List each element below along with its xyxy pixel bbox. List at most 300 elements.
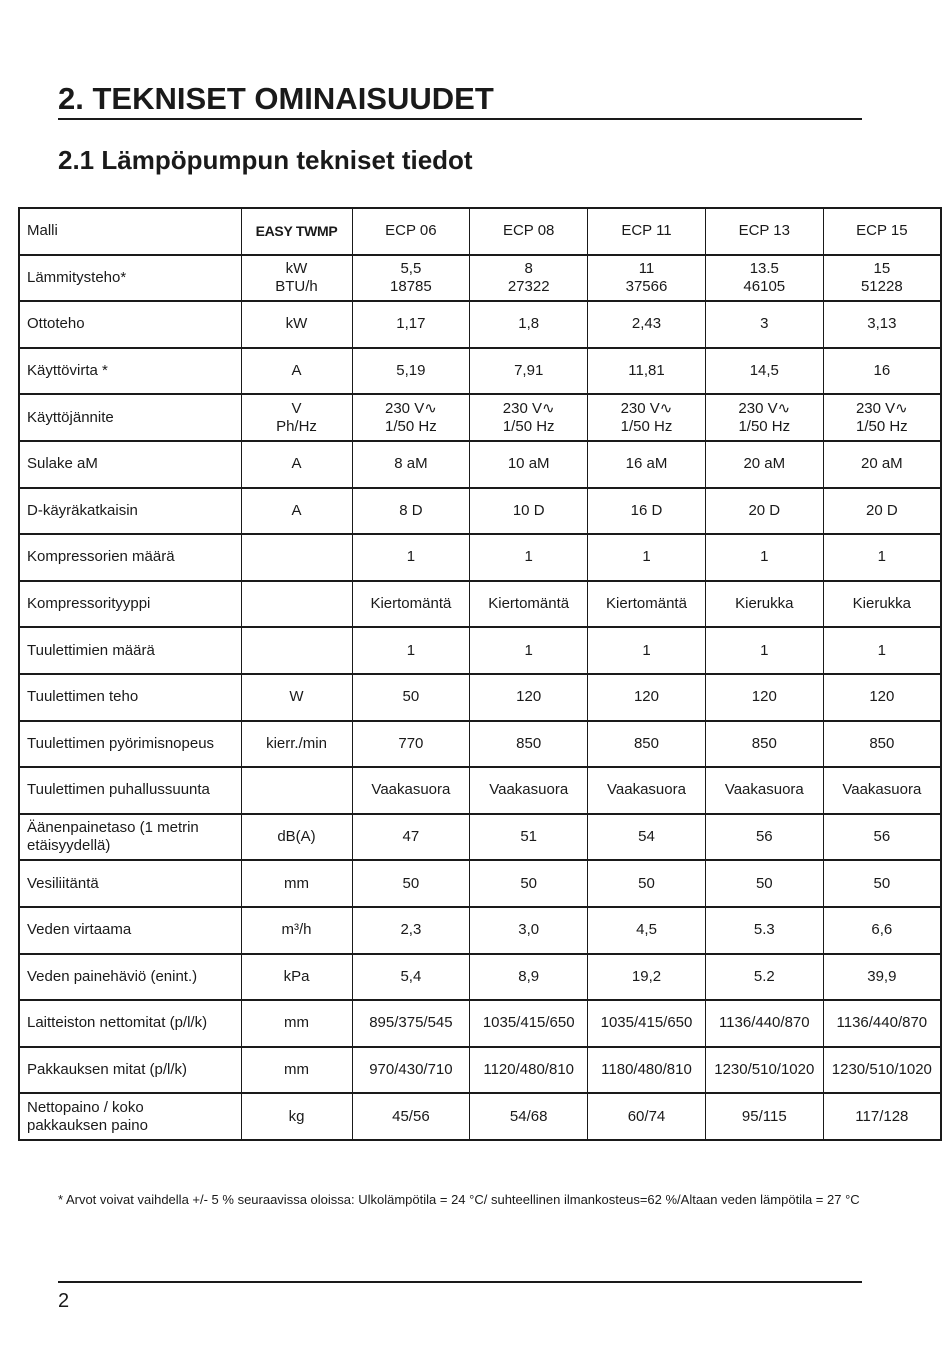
value-cell bbox=[588, 394, 706, 441]
value-cell bbox=[588, 767, 706, 814]
value-cell-line: 1230/510/1020 bbox=[714, 1060, 815, 1078]
value-cell bbox=[823, 394, 941, 441]
row-label-cell bbox=[19, 674, 241, 721]
unit-cell bbox=[241, 767, 352, 814]
table-row bbox=[19, 767, 941, 814]
value-cell-line: 120 bbox=[633, 688, 659, 706]
unit-cell-line: Ph/Hz bbox=[276, 417, 317, 435]
value-cell-line: 850 bbox=[633, 734, 659, 752]
row-label-cell-line: Tuulettimen puhallussuunta bbox=[27, 781, 210, 799]
row-label-cell bbox=[19, 488, 241, 535]
value-cell bbox=[352, 348, 470, 395]
table-row bbox=[19, 301, 941, 348]
value-cell-line: 770 bbox=[398, 734, 424, 752]
row-label-cell bbox=[19, 534, 241, 581]
table-row bbox=[19, 907, 941, 954]
value-cell-line: 1136/440/870 bbox=[718, 1014, 810, 1032]
value-cell bbox=[352, 860, 470, 907]
value-cell bbox=[352, 814, 470, 861]
value-cell-line: 45/56 bbox=[392, 1107, 430, 1125]
value-cell bbox=[470, 674, 588, 721]
row-label-cell bbox=[19, 348, 241, 395]
value-cell-line: Kiertomäntä bbox=[488, 595, 570, 613]
value-cell-line: 1 bbox=[760, 641, 769, 659]
value-cell-line: Vaakasuora bbox=[607, 781, 686, 799]
table-row bbox=[19, 954, 941, 1001]
value-cell-line: 3,13 bbox=[867, 315, 897, 333]
value-cell-line: 230 V∿ bbox=[385, 399, 437, 417]
unit-cell bbox=[241, 1000, 352, 1047]
value-cell bbox=[705, 301, 823, 348]
value-cell bbox=[823, 674, 941, 721]
value-cell-line: 50 bbox=[755, 874, 773, 892]
value-cell bbox=[352, 627, 470, 674]
value-cell bbox=[823, 1000, 941, 1047]
value-cell-line: 50 bbox=[402, 874, 420, 892]
model-cell: ECP 15 bbox=[823, 208, 941, 255]
value-cell bbox=[352, 954, 470, 1001]
value-cell-line: 1/50 Hz bbox=[385, 417, 437, 435]
value-cell-line: 117/128 bbox=[855, 1107, 909, 1125]
table-row bbox=[19, 488, 941, 535]
value-cell-line: 230 V∿ bbox=[738, 399, 791, 417]
footnote: * Arvot voivat vaihdella +/- 5 % seuraavissa oloissa: Ulkolämpötila = 24 °C/ suhteellinen ilmankosteus=62 %/Altaan veden lämpötila = 27 °C bbox=[58, 1192, 860, 1207]
value-cell-line: 54 bbox=[638, 828, 655, 846]
value-cell bbox=[352, 394, 470, 441]
unit-cell bbox=[241, 581, 352, 628]
value-cell-line: 18785 bbox=[390, 277, 432, 295]
value-cell bbox=[470, 441, 588, 488]
value-cell bbox=[588, 954, 706, 1001]
table-row bbox=[19, 255, 941, 302]
brand-cell: EASY TWMP bbox=[241, 208, 352, 255]
unit-cell-line: mm bbox=[284, 1060, 309, 1078]
footer-divider bbox=[58, 1281, 862, 1283]
value-cell bbox=[588, 860, 706, 907]
row-label-cell-line: Tuulettimen teho bbox=[27, 688, 139, 706]
row-label-cell-line: Käyttövirta * bbox=[27, 362, 108, 380]
technical-specs-table bbox=[18, 207, 942, 1141]
table-row bbox=[19, 441, 941, 488]
table-row bbox=[19, 394, 941, 441]
unit-cell-line: mm bbox=[284, 1014, 309, 1032]
table-row bbox=[19, 721, 941, 768]
model-cell: ECP 13 bbox=[705, 208, 823, 255]
value-cell-line: 20 aM bbox=[743, 455, 786, 473]
value-cell-line: 27322 bbox=[507, 277, 550, 295]
value-cell bbox=[470, 907, 588, 954]
value-cell bbox=[823, 488, 941, 535]
value-cell bbox=[352, 255, 470, 302]
page-number: 2 bbox=[58, 1290, 70, 1312]
value-cell-line: 1/50 Hz bbox=[502, 417, 555, 435]
value-cell-line: Kierukka bbox=[852, 595, 912, 613]
row-label-cell bbox=[19, 301, 241, 348]
value-cell bbox=[352, 1000, 470, 1047]
value-cell-line: 51 bbox=[520, 828, 538, 846]
value-cell bbox=[470, 814, 588, 861]
value-cell-line: 50 bbox=[873, 874, 891, 892]
value-cell bbox=[823, 348, 941, 395]
value-cell bbox=[705, 1047, 823, 1094]
row-label-cell-line: Lämmitysteho* bbox=[27, 268, 127, 286]
value-cell-line: 230 V∿ bbox=[502, 399, 555, 417]
unit-cell bbox=[241, 627, 352, 674]
value-cell bbox=[470, 581, 588, 628]
unit-cell-line: W bbox=[289, 688, 304, 706]
row-label-cell bbox=[19, 255, 241, 302]
unit-cell-line: A bbox=[291, 501, 302, 519]
row-label-cell-line: etäisyydellä) bbox=[27, 837, 111, 855]
value-cell bbox=[823, 954, 941, 1001]
value-cell-line: 51228 bbox=[860, 277, 903, 295]
row-label-cell-line: Veden virtaama bbox=[27, 921, 132, 939]
value-cell bbox=[823, 301, 941, 348]
value-cell-line: 37566 bbox=[625, 277, 668, 295]
value-cell-line: Kiertomäntä bbox=[370, 595, 452, 613]
value-cell-line: 46105 bbox=[743, 277, 786, 295]
value-cell-line: 970/430/710 bbox=[369, 1060, 453, 1078]
value-cell bbox=[823, 1047, 941, 1094]
value-cell-line: 20 aM bbox=[860, 455, 903, 473]
value-cell bbox=[470, 1000, 588, 1047]
value-cell-line: Vaakasuora bbox=[489, 781, 569, 799]
value-cell bbox=[823, 441, 941, 488]
unit-cell-line: kW bbox=[285, 315, 308, 333]
table-row bbox=[19, 534, 941, 581]
value-cell-line: 7,91 bbox=[514, 362, 544, 380]
value-cell-line: 11,81 bbox=[628, 362, 665, 380]
value-cell bbox=[588, 348, 706, 395]
header-label-cell: Malli bbox=[19, 208, 241, 255]
value-cell bbox=[352, 767, 470, 814]
unit-cell bbox=[241, 907, 352, 954]
value-cell-line: 1136/440/870 bbox=[836, 1014, 928, 1032]
value-cell bbox=[470, 1047, 588, 1094]
value-cell bbox=[588, 534, 706, 581]
value-cell bbox=[823, 1093, 941, 1140]
value-cell-line: 20 D bbox=[865, 501, 898, 519]
value-cell bbox=[352, 1093, 470, 1140]
value-cell-line: 2,3 bbox=[400, 921, 422, 939]
table-row bbox=[19, 674, 941, 721]
row-label-cell-line: Pakkauksen mitat (p/l/k) bbox=[27, 1060, 188, 1078]
value-cell bbox=[823, 534, 941, 581]
value-cell-line: 850 bbox=[516, 734, 542, 752]
value-cell-line: 47 bbox=[402, 828, 420, 846]
value-cell-line: 16 aM bbox=[625, 455, 668, 473]
value-cell-line: 10 D bbox=[512, 501, 545, 519]
value-cell bbox=[588, 1093, 706, 1140]
unit-cell bbox=[241, 860, 352, 907]
value-cell-line: 16 bbox=[873, 362, 891, 380]
unit-cell-line: A bbox=[291, 362, 302, 380]
section-heading: 2.1 Lämpöpumpun tekniset tiedot bbox=[58, 145, 473, 175]
row-label-cell bbox=[19, 1093, 241, 1140]
value-cell-line: 1/50 Hz bbox=[620, 417, 673, 435]
value-cell-line: 11 bbox=[638, 259, 655, 277]
value-cell-line: 14,5 bbox=[749, 362, 779, 380]
value-cell bbox=[705, 674, 823, 721]
value-cell-line: 56 bbox=[873, 828, 891, 846]
value-cell-line: Vaakasuora bbox=[842, 781, 922, 799]
value-cell bbox=[705, 954, 823, 1001]
row-label-cell bbox=[19, 441, 241, 488]
value-cell-line: 850 bbox=[751, 734, 777, 752]
value-cell bbox=[352, 721, 470, 768]
value-cell-line: 120 bbox=[751, 688, 777, 706]
value-cell-line: 50 bbox=[520, 874, 538, 892]
value-cell bbox=[588, 1000, 706, 1047]
value-cell bbox=[705, 627, 823, 674]
value-cell bbox=[705, 721, 823, 768]
unit-cell-line: kg bbox=[288, 1107, 305, 1125]
model-cell: ECP 08 bbox=[470, 208, 588, 255]
value-cell bbox=[588, 907, 706, 954]
row-label-cell-line: Laitteiston nettomitat (p/l/k) bbox=[27, 1014, 208, 1032]
value-cell-line: 2,43 bbox=[631, 315, 662, 333]
value-cell-line: 1 bbox=[524, 641, 533, 659]
row-label-cell-line: Tuulettimien määrä bbox=[27, 641, 155, 659]
value-cell-line: 1/50 Hz bbox=[738, 417, 791, 435]
value-cell bbox=[470, 534, 588, 581]
row-label-cell-line: Käyttöjännite bbox=[27, 408, 114, 426]
row-label-cell bbox=[19, 814, 241, 861]
value-cell-line: 1 bbox=[877, 548, 886, 566]
value-cell-line: 95/115 bbox=[741, 1107, 787, 1125]
value-cell-line: 1 bbox=[406, 548, 416, 566]
unit-cell bbox=[241, 721, 352, 768]
value-cell-line: 13.5 bbox=[749, 259, 779, 277]
value-cell bbox=[705, 441, 823, 488]
value-cell-line: 56 bbox=[755, 828, 773, 846]
value-cell bbox=[352, 581, 470, 628]
value-cell-line: 3,0 bbox=[518, 921, 540, 939]
value-cell-line: 20 D bbox=[748, 501, 781, 519]
value-cell-line: 850 bbox=[869, 734, 895, 752]
value-cell-line: 50 bbox=[638, 874, 655, 892]
value-cell bbox=[823, 860, 941, 907]
page-heading: 2. TEKNISET OMINAISUUDET bbox=[58, 80, 862, 120]
value-cell-line: 5,5 bbox=[400, 259, 422, 277]
value-cell-line: 895/375/545 bbox=[369, 1014, 453, 1032]
row-label-cell-line: Sulake aM bbox=[27, 455, 98, 473]
unit-cell bbox=[241, 255, 352, 302]
row-label-cell bbox=[19, 1047, 241, 1094]
value-cell bbox=[705, 348, 823, 395]
table-row bbox=[19, 348, 941, 395]
value-cell-line: 1 bbox=[524, 548, 533, 566]
value-cell bbox=[352, 534, 470, 581]
row-label-cell bbox=[19, 767, 241, 814]
unit-cell-line: BTU/h bbox=[275, 277, 318, 295]
row-label-cell-line: pakkauksen paino bbox=[27, 1116, 148, 1134]
value-cell bbox=[823, 721, 941, 768]
value-cell bbox=[588, 441, 706, 488]
row-label-cell bbox=[19, 581, 241, 628]
value-cell-line: 50 bbox=[402, 688, 420, 706]
value-cell bbox=[588, 814, 706, 861]
value-cell-line: 10 aM bbox=[507, 455, 550, 473]
value-cell bbox=[470, 1093, 588, 1140]
value-cell-line: 1 bbox=[642, 641, 651, 659]
value-cell-line: 60/74 bbox=[627, 1107, 666, 1125]
value-cell bbox=[705, 488, 823, 535]
unit-cell-line: V bbox=[291, 399, 302, 417]
value-cell bbox=[705, 1000, 823, 1047]
value-cell bbox=[470, 954, 588, 1001]
value-cell bbox=[588, 301, 706, 348]
value-cell bbox=[705, 814, 823, 861]
value-cell-line: 1180/480/810 bbox=[601, 1060, 692, 1078]
row-label-cell-line: Kompressorien määrä bbox=[27, 548, 175, 566]
value-cell bbox=[352, 907, 470, 954]
row-label-cell bbox=[19, 394, 241, 441]
value-cell-line: 5.2 bbox=[753, 967, 775, 985]
value-cell bbox=[470, 767, 588, 814]
value-cell bbox=[470, 488, 588, 535]
value-cell-line: 1 bbox=[642, 548, 651, 566]
value-cell bbox=[352, 441, 470, 488]
row-label-cell-line: Nettopaino / koko bbox=[27, 1098, 144, 1116]
row-label-cell bbox=[19, 860, 241, 907]
row-label-cell-line: Tuulettimen pyörimisnopeus bbox=[27, 734, 215, 752]
value-cell bbox=[705, 1093, 823, 1140]
value-cell-line: Kierukka bbox=[735, 595, 794, 613]
value-cell-line: 16 D bbox=[630, 501, 663, 519]
unit-cell bbox=[241, 814, 352, 861]
table-header-row bbox=[19, 208, 941, 255]
value-cell-line: 1230/510/1020 bbox=[831, 1060, 932, 1078]
row-label-cell bbox=[19, 907, 241, 954]
value-cell bbox=[588, 627, 706, 674]
table-row bbox=[19, 860, 941, 907]
value-cell-line: 1035/415/650 bbox=[482, 1014, 575, 1032]
value-cell-line: 4,5 bbox=[636, 921, 657, 939]
row-label-cell bbox=[19, 627, 241, 674]
row-label-cell bbox=[19, 721, 241, 768]
value-cell-line: 1 bbox=[406, 641, 416, 659]
unit-cell bbox=[241, 954, 352, 1001]
table-row bbox=[19, 627, 941, 674]
unit-cell-line: A bbox=[291, 455, 302, 473]
value-cell bbox=[588, 721, 706, 768]
value-cell-line: 230 V∿ bbox=[855, 399, 908, 417]
unit-cell bbox=[241, 534, 352, 581]
row-label-cell-line: Vesiliitäntä bbox=[27, 874, 99, 892]
value-cell bbox=[588, 255, 706, 302]
unit-cell bbox=[241, 488, 352, 535]
value-cell-line: 120 bbox=[869, 688, 895, 706]
value-cell bbox=[588, 581, 706, 628]
table-row bbox=[19, 581, 941, 628]
value-cell bbox=[823, 255, 941, 302]
value-cell bbox=[470, 255, 588, 302]
value-cell bbox=[705, 534, 823, 581]
value-cell bbox=[352, 301, 470, 348]
unit-cell bbox=[241, 348, 352, 395]
unit-cell bbox=[241, 1093, 352, 1140]
value-cell bbox=[705, 255, 823, 302]
value-cell-line: 15 bbox=[873, 259, 891, 277]
row-label-cell-line: D-käyräkatkaisin bbox=[27, 501, 138, 519]
table-row bbox=[19, 1093, 941, 1140]
value-cell-line: 8 aM bbox=[394, 455, 428, 473]
value-cell bbox=[470, 627, 588, 674]
value-cell bbox=[823, 627, 941, 674]
value-cell bbox=[588, 488, 706, 535]
row-label-cell bbox=[19, 954, 241, 1001]
value-cell-line: 8 D bbox=[399, 501, 423, 519]
value-cell-line: 19,2 bbox=[631, 967, 662, 985]
value-cell-line: Vaakasuora bbox=[371, 781, 451, 799]
value-cell bbox=[588, 674, 706, 721]
value-cell bbox=[823, 767, 941, 814]
row-label-cell-line: Kompressorityyppi bbox=[27, 595, 151, 613]
unit-cell bbox=[241, 1047, 352, 1094]
model-cell: ECP 06 bbox=[352, 208, 470, 255]
value-cell bbox=[823, 581, 941, 628]
unit-cell-line: mm bbox=[284, 874, 309, 892]
unit-cell-line: kierr./min bbox=[266, 734, 327, 752]
value-cell-line: 5,4 bbox=[400, 967, 422, 985]
value-cell-line: 6,6 bbox=[871, 921, 893, 939]
value-cell bbox=[705, 907, 823, 954]
value-cell-line: 3 bbox=[760, 315, 769, 333]
value-cell-line: 8 bbox=[524, 259, 533, 277]
value-cell bbox=[470, 721, 588, 768]
value-cell-line: Vaakasuora bbox=[724, 781, 804, 799]
value-cell-line: 54/68 bbox=[509, 1107, 548, 1125]
row-label-cell bbox=[19, 1000, 241, 1047]
unit-cell bbox=[241, 394, 352, 441]
value-cell bbox=[705, 860, 823, 907]
value-cell-line: 1 bbox=[760, 548, 769, 566]
unit-cell bbox=[241, 441, 352, 488]
row-label-cell-line: Veden painehäviö (enint.) bbox=[27, 967, 198, 985]
table-row bbox=[19, 1000, 941, 1047]
value-cell-line: 1/50 Hz bbox=[855, 417, 908, 435]
value-cell bbox=[352, 674, 470, 721]
value-cell-line: 1,17 bbox=[396, 315, 426, 333]
unit-cell-line: kW bbox=[285, 259, 308, 277]
value-cell-line: 39,9 bbox=[867, 967, 897, 985]
value-cell-line: 1120/480/810 bbox=[483, 1060, 575, 1078]
value-cell bbox=[470, 348, 588, 395]
value-cell-line: 1 bbox=[877, 641, 886, 659]
value-cell bbox=[470, 394, 588, 441]
value-cell-line: 1,8 bbox=[518, 315, 540, 333]
unit-cell bbox=[241, 301, 352, 348]
table-row bbox=[19, 814, 941, 861]
value-cell bbox=[705, 581, 823, 628]
value-cell bbox=[352, 1047, 470, 1094]
value-cell bbox=[823, 907, 941, 954]
row-label-cell-line: Äänenpainetaso (1 metrin bbox=[27, 819, 199, 837]
value-cell-line: 8,9 bbox=[518, 967, 540, 985]
model-cell: ECP 11 bbox=[588, 208, 706, 255]
value-cell bbox=[705, 394, 823, 441]
row-label-cell-line: Ottoteho bbox=[27, 315, 85, 333]
value-cell-line: Kiertomäntä bbox=[606, 595, 687, 613]
value-cell-line: 120 bbox=[516, 688, 542, 706]
value-cell bbox=[823, 814, 941, 861]
table-row bbox=[19, 1047, 941, 1094]
value-cell bbox=[705, 767, 823, 814]
unit-cell-line: m³/h bbox=[281, 921, 312, 939]
unit-cell-line: dB(A) bbox=[277, 828, 316, 846]
value-cell-line: 5.3 bbox=[753, 921, 775, 939]
